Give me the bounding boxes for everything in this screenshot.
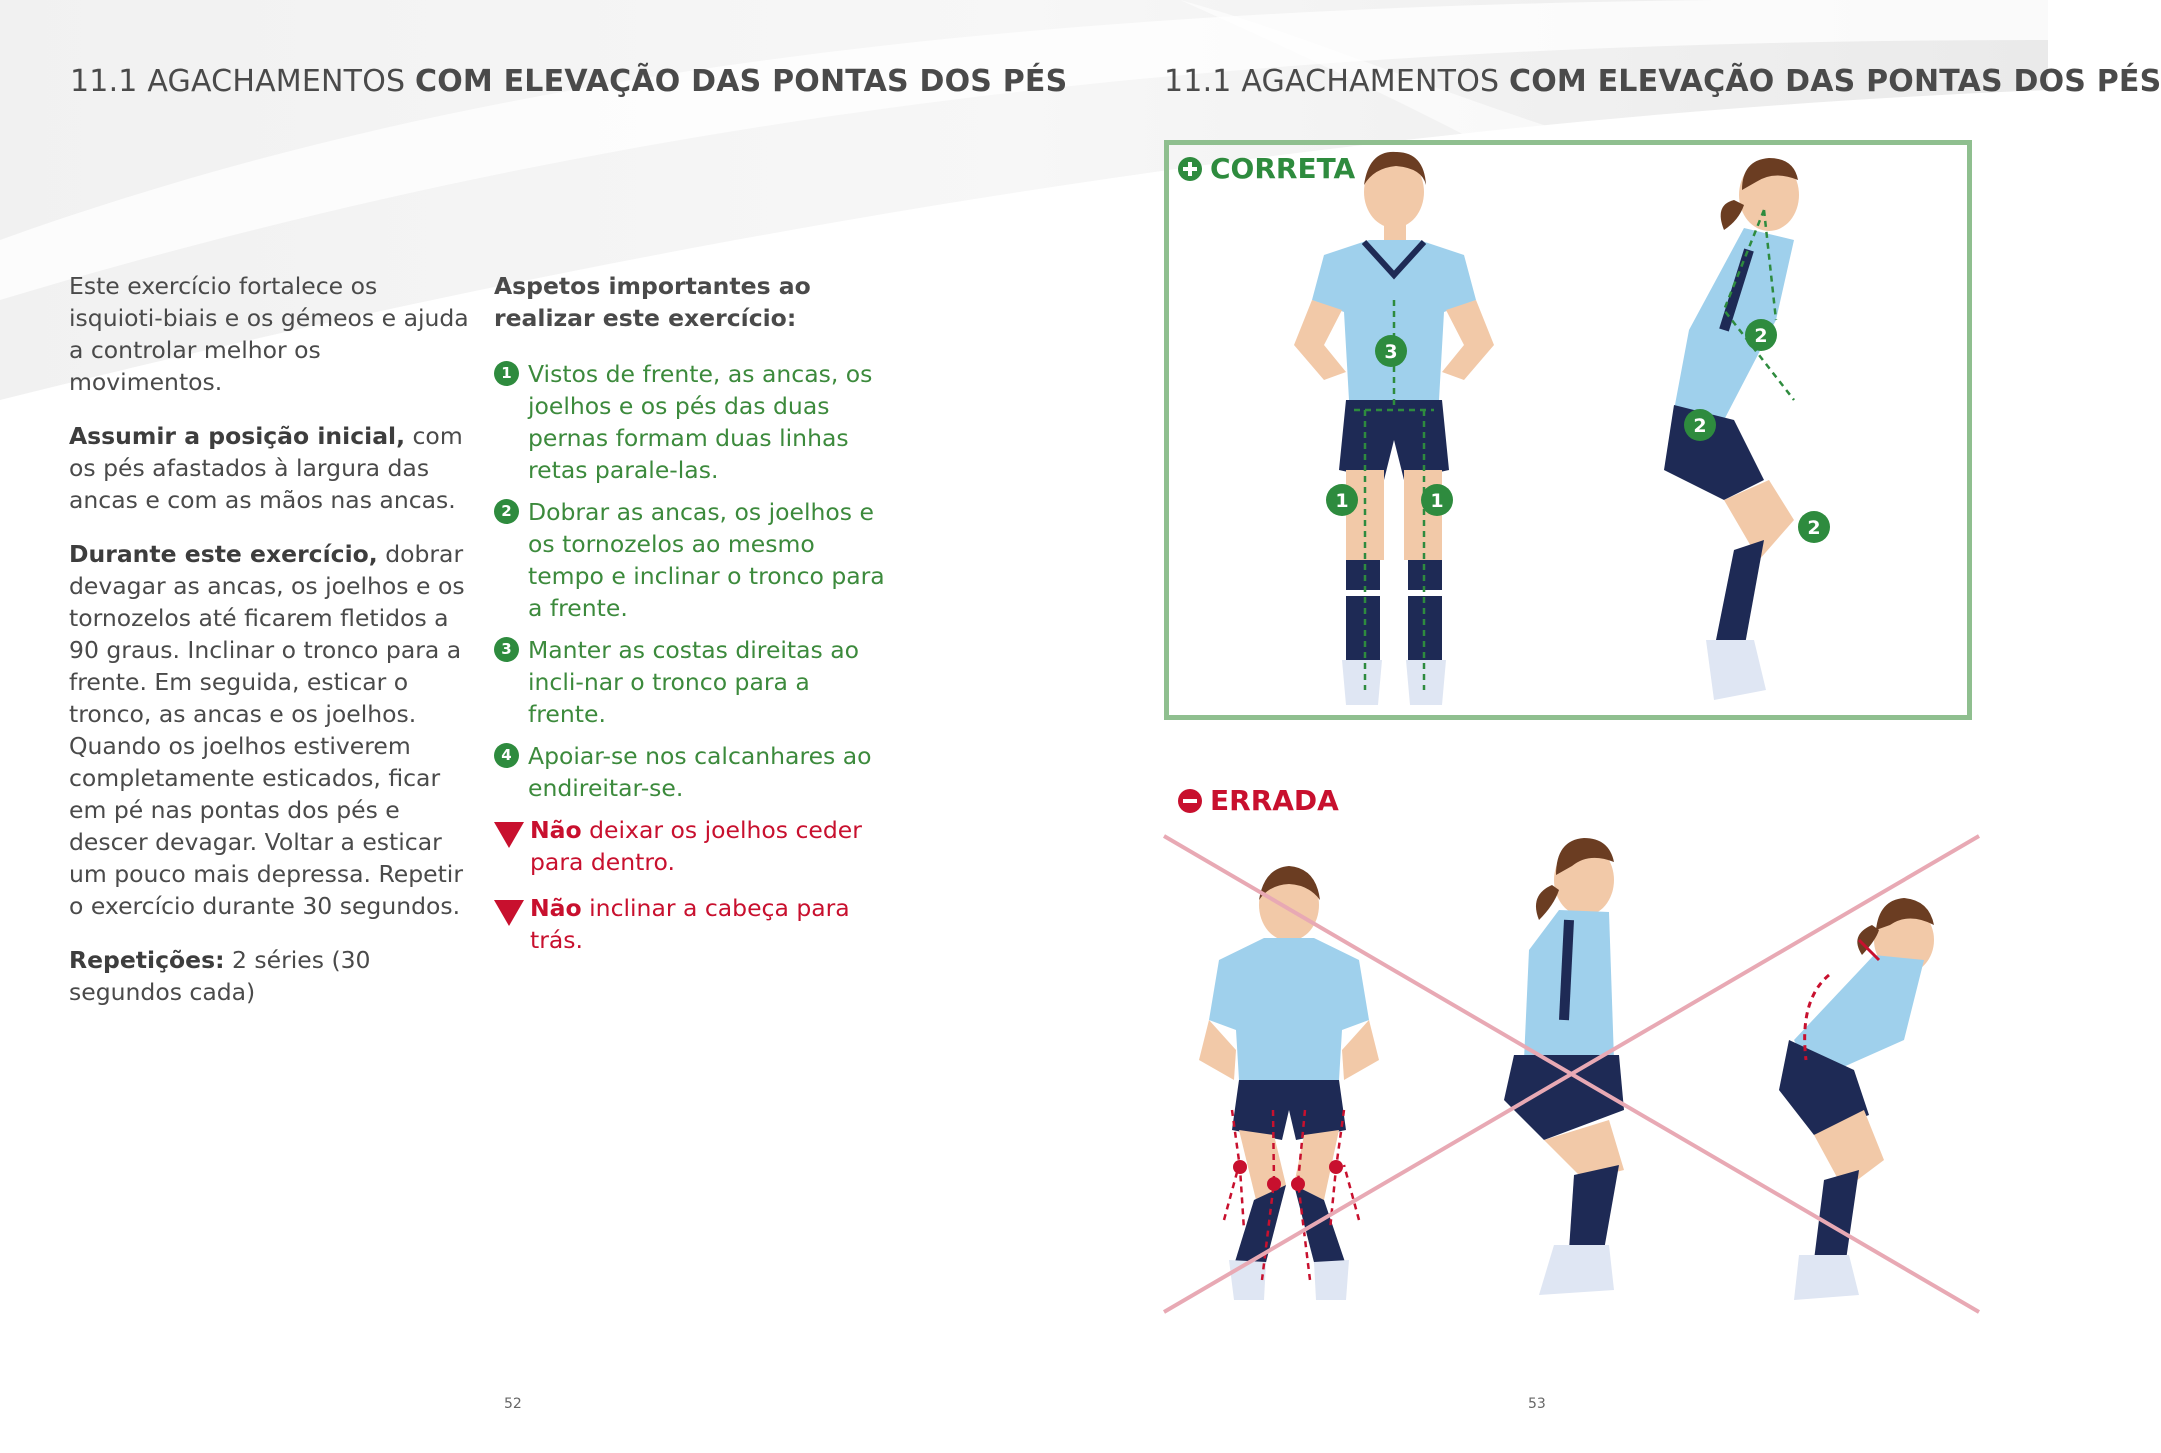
page-number: 52 [504, 1396, 522, 1412]
point-item [494, 496, 894, 624]
right-page [1024, 0, 2161, 1453]
aspects-column [494, 270, 894, 970]
during-bold: Durante este exercício, [69, 540, 378, 568]
wrong-front-figure [1199, 866, 1379, 1300]
reps-body: 2 séries (30 segundos cada) [69, 946, 371, 1006]
warning-text: deixar os joelhos ceder para dentro. [530, 816, 862, 876]
wrong-side-upright-figure [1504, 838, 1624, 1295]
number-badge-icon: 4 [494, 743, 519, 768]
marker-front-hip: 3 [1384, 341, 1398, 363]
during-exercise-text [69, 538, 469, 922]
start-position-text [69, 420, 469, 516]
description-column [69, 270, 469, 1030]
start-body: com os pés afastados à largura das ancas e com as mãos nas ancas. [69, 422, 463, 514]
warning-bold: Não [530, 894, 582, 922]
start-bold: Assumir a posição inicial, [69, 422, 406, 450]
warning-bold: Não [530, 816, 582, 844]
left-page [0, 0, 1068, 1453]
intro-text: Este exercício fortalece os isquioti-biais e os gémeos e ajuda a controlar melhor os movimentos. [69, 272, 469, 396]
title-normal: 11.1 AGACHAMENTOS [70, 64, 415, 99]
marker-front-knee-left: 1 [1335, 490, 1349, 512]
correct-label-text: CORRETA [1210, 152, 1356, 185]
marker-side-knee: 2 [1807, 517, 1821, 539]
marker-front-knee-right: 1 [1430, 490, 1444, 512]
during-body: dobrar devagar as ancas, os joelhos e os tornozelos até ficarem fletidos a 90 graus. Inclinar o tronco para a frente. Em seguida, esticar o tronco, as ancas e os joelhos. Quando os joelhos estiverem completamente esticados, ficar em pé nas pontas dos pés e descer devagar. Voltar a esticar um pouco mais depressa. Repetir o exercício durante 30 segundos. [69, 540, 465, 920]
page-number: 53 [1528, 1396, 1546, 1412]
number-badge-icon: 1 [494, 361, 519, 386]
point-text: Vistos de frente, as ancas, os joelhos e os pés das duas pernas formam duas linhas retas parale-las. [528, 360, 873, 484]
point-text: Apoiar-se nos calcanhares ao endireitar-se. [528, 742, 872, 802]
point-item [494, 740, 894, 804]
marker-side-upper: 2 [1754, 325, 1768, 347]
wrong-label-text: ERRADA [1210, 784, 1339, 817]
point-text: Manter as costas direitas ao incli-nar o tronco para a frente. [528, 636, 860, 728]
warning-item [494, 892, 894, 956]
correct-side-figure [1664, 158, 1799, 700]
point-item [494, 358, 894, 486]
warning-triangle-icon [494, 900, 524, 926]
title-normal: 11.1 AGACHAMENTOS [1164, 64, 1509, 99]
correct-front-figure [1294, 152, 1494, 705]
number-badge-icon: 2 [494, 499, 519, 524]
page-title [70, 64, 1067, 99]
aspects-title: Aspetos importantes ao realizar este exercício: [494, 272, 811, 332]
repetitions-text [69, 944, 469, 1008]
title-bold: COM ELEVAÇÃO DAS PONTAS DOS PÉS [415, 64, 1068, 99]
warning-text: inclinar a cabeça para trás. [530, 894, 850, 954]
warning-item [494, 814, 894, 878]
marker-side-hip: 2 [1693, 415, 1707, 437]
title-bold: COM ELEVAÇÃO DAS PONTAS DOS PÉS [1509, 64, 2161, 99]
point-text: Dobrar as ancas, os joelhos e os tornozelos ao mesmo tempo e inclinar o tronco para a frente. [528, 498, 885, 622]
number-badge-icon: 3 [494, 637, 519, 662]
warning-triangle-icon [494, 822, 524, 848]
reps-bold: Repetições: [69, 946, 225, 974]
point-item [494, 634, 894, 730]
illustrations [1024, 0, 2048, 1453]
